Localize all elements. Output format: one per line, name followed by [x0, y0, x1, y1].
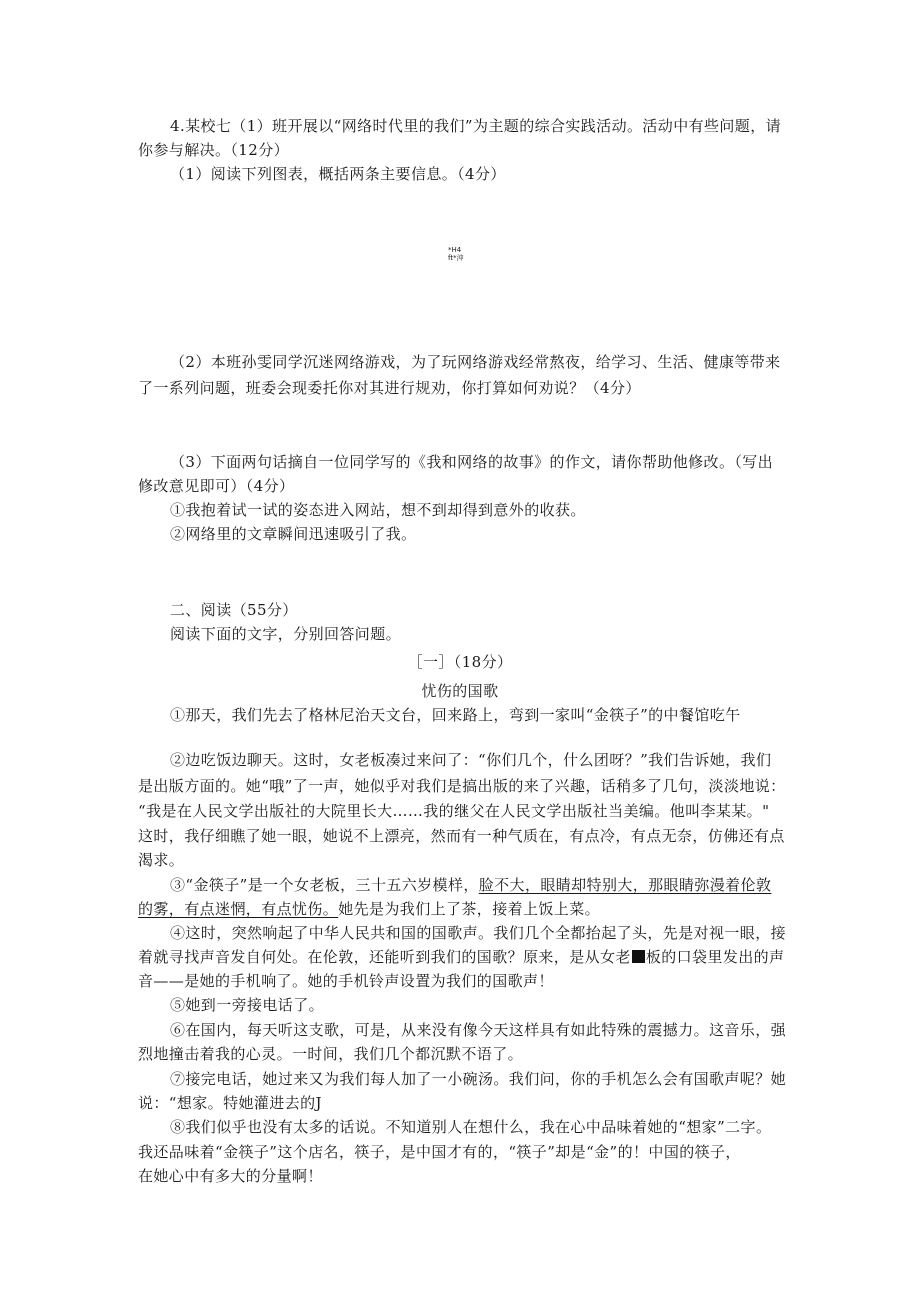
paragraph-2-line3: “我是在人民文学出版社的大院里长大……我的继父在人民文学出版社当美编。他叫李某某。" [138, 802, 770, 820]
chart-image-placeholder [448, 246, 478, 266]
paragraph-6-line1: ⑥在国内，每天听这支歌，可是，从来没有像今天这样具有如此特殊的震撼力。这音乐，强 [170, 1021, 787, 1039]
paragraph-6-line2: 烈地撞击着我的心灵。一时间，我们几个都沉默不语了。 [138, 1045, 524, 1063]
paragraph-3-line1-text: ③“金筷子”是一个女老板，三十五六岁模样， [170, 876, 479, 894]
underlined-sentence-part1: 脸不大，眼睛却特别大，那眼睛弥漫着伦敦 [478, 876, 772, 894]
paragraph-3-line2 [138, 899, 600, 919]
ink-blot-mark [632, 950, 645, 963]
q4-sentence1: ①我抱着试一试的姿态进入网站，想不到却得到意外的收获。 [170, 501, 586, 519]
q4-sentence2: ②网络里的文章瞬间迅速吸引了我。 [170, 525, 417, 543]
q4-part3-line1: （3）下面两句话摘自一位同学写的《我和网络的故事》的作文，请你帮助他修改。（写出 [170, 453, 774, 471]
q4-part3-line2: 修改意见即可）（4分） [138, 477, 295, 495]
paragraph-2-line5: 渴求。 [138, 851, 185, 869]
paragraph-4-line2-text-a: 着就寻找声音发自何处。在伦敦，还能听到我们的国歌？原来，是从女老 [138, 948, 631, 966]
paragraph-3-line2-text: 她先是为我们上了茶，接着上饭上菜。 [338, 900, 601, 918]
paragraph-7-line2: 说：“想家。特她灌进去的J [138, 1094, 322, 1112]
q4-part1: （1）阅读下列图表，概括两条主要信息。（4分） [170, 165, 506, 183]
reading-heading: 二、阅读（55分） [170, 601, 298, 619]
paragraph-1: ①那天，我们先去了格林尼治天文台，回来路上，弯到一家叫“金筷子”的中餐馆吃午 [170, 706, 741, 724]
paragraph-2-line4: 这时，我仔细瞧了她一眼，她说不上漂亮，然而有一种气质在，有点冷，有点无奈，仿佛还有点 [138, 827, 785, 845]
paragraph-8-line3: 在她心中有多大的分量啊！ [138, 1167, 323, 1185]
q4-intro-line2: 你参与解决。（12分） [138, 141, 289, 159]
q4-part2-line1: （2）本班孙雯同学沉迷网络游戏，为了玩网络游戏经常熬夜，给学习、生活、健康等带来 [170, 353, 781, 371]
paragraph-5: ⑤她到一旁接电话了。 [170, 996, 325, 1014]
image-caption-line2: ft*沖 [448, 254, 464, 262]
paragraph-8-line1: ⑧我们似乎也没有太多的话说。不知道别人在想什么，我在心中品味着她的“想家”二字。 [170, 1118, 772, 1136]
paragraph-4-line1: ④这时，突然响起了中华人民共和国的国歌声。我们几个全都抬起了头，先是对视一眼，接 [170, 924, 787, 942]
passage-title: 忧伤的国歌 [421, 682, 499, 700]
paragraph-7-line1: ⑦接完电话，她过来又为我们每人加了一小碗汤。我们问，你的手机怎么会有国歌声呢？她 [170, 1070, 787, 1088]
underlined-sentence-part2: 的雾，有点迷惘，有点忧伤。 [138, 900, 339, 918]
paragraph-2-line2: 是出版方面的。她“哦”了一声，她似乎对我们是搞出版的来了兴趣，话稍多了几句，淡淡地说： [138, 777, 786, 795]
q4-part2-line2: 了一系列问题，班委会现委托你对其进行规劝，你打算如何劝说？（4分） [138, 379, 641, 397]
paragraph-2-line1: ②边吃饭边聊天。这时，女老板凑过来问了：“你们几个，什么团呀？”我们告诉她，我们 [170, 751, 772, 769]
passage-part-label: ［一］（18分） [407, 653, 513, 671]
paragraph-3-line1 [170, 875, 771, 895]
image-caption-line1: *H4 [448, 246, 462, 254]
reading-instruction: 阅读下面的文字，分别回答问题。 [170, 625, 402, 643]
paragraph-4-line3: 音——是她的手机响了。她的手机铃声设置为我们的国歌声！ [138, 972, 554, 990]
paragraph-4-line2 [138, 947, 784, 967]
paragraph-8-line2: 我还品味着“金筷子”这个店名，筷子，是中国才有的，“筷子”却是“金”的！中国的筷子， [138, 1143, 741, 1161]
q4-intro-line1: 4.某校七（1）班开展以“网络时代里的我们”为主题的综合实践活动。活动中有些问题，请 [170, 117, 781, 135]
paragraph-4-line2-text-b: 板的口袋里发出的声 [645, 948, 785, 966]
